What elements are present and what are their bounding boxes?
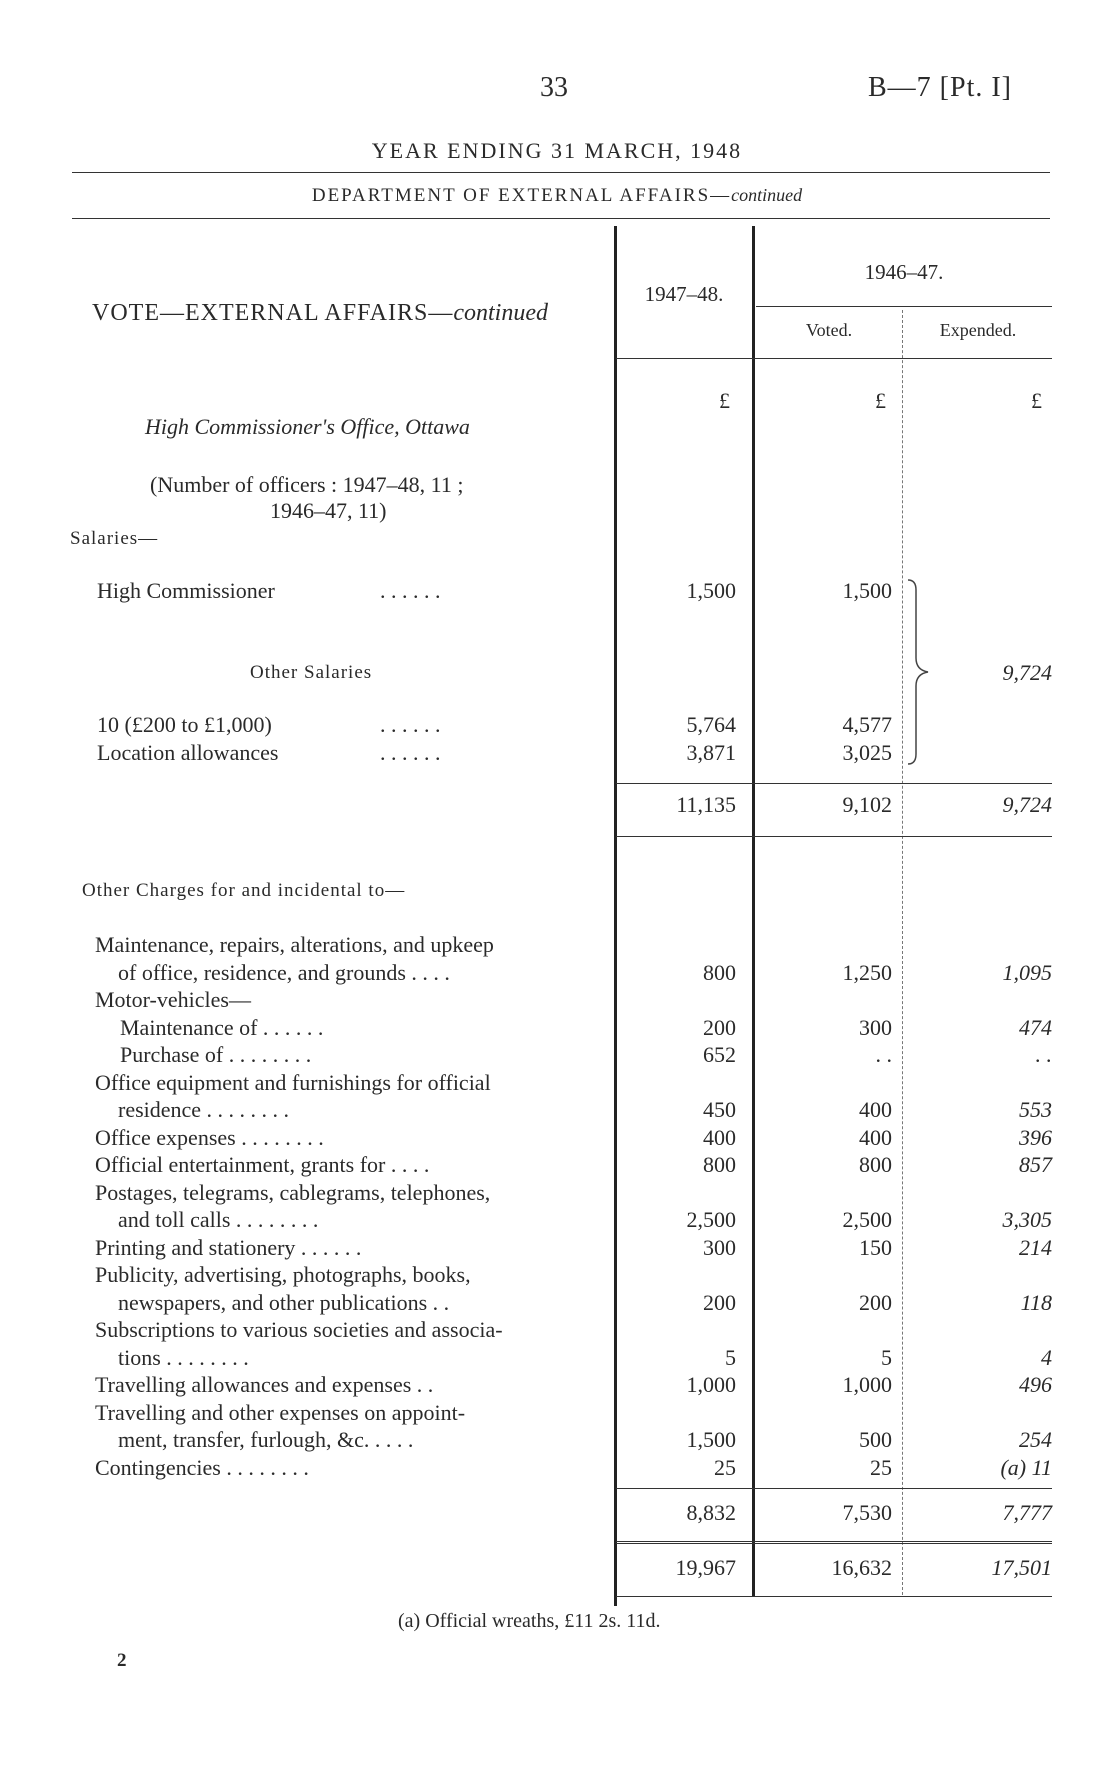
charge-voted: 1,250 [842,959,892,985]
charge-line: Maintenance of . . . . . . [120,1014,324,1040]
charge-1947-48: 2,500 [686,1207,736,1232]
leader-dots: . . . . . . [380,578,441,603]
charge-line: ment, transfer, furlough, &c. . . . . [118,1427,414,1452]
salaries-total-expended: 9,724 [1002,792,1052,817]
charges-total-voted: 7,530 [842,1500,892,1525]
charge-line: Motor-vehicles— [95,987,251,1012]
charge-line: Travelling allowances and expenses . . [95,1372,434,1397]
charge-voted: 25 [870,1454,892,1480]
rule [616,1488,1052,1489]
charge-expended: 396 [1019,1124,1052,1150]
salary-1947-48: 1,500 [686,578,736,603]
charge-line: residence . . . . . . . . [118,1097,290,1122]
charge-voted: 1,000 [842,1372,892,1397]
charge-voted: 400 [859,1097,892,1122]
currency-voted: £ [875,388,886,413]
document-reference: B—7 [Pt. I] [868,72,1012,103]
col-1946-47-header: 1946–47. [864,260,944,284]
charge-1947-48: 200 [703,1289,736,1315]
charge-expended: 474 [1019,1014,1052,1040]
rule [72,218,1050,219]
rule [616,1541,1052,1544]
charge-line: Contingencies . . . . . . . . [95,1454,309,1480]
department-title [0,185,1114,207]
charge-line: Subscriptions to various societies and associa- [95,1317,503,1342]
charge-expended: 496 [1019,1372,1052,1397]
salaries-total-1947-48: 11,135 [676,792,736,817]
column-divider [752,226,755,1596]
department-name: DEPARTMENT OF EXTERNAL AFFAIRS— [311,185,732,206]
year-title: YEAR ENDING 31 MARCH, 1948 [371,138,743,163]
charge-expended: 118 [1020,1289,1052,1315]
charge-line: newspapers, and other publications . . [118,1289,450,1315]
salary-label: Location allowances [97,740,279,765]
rule [616,1596,1052,1597]
currency-expended: £ [1031,388,1042,413]
charge-line: Maintenance, repairs, alterations, and upkeep [95,932,494,957]
other-salaries-label: Other Salaries [250,662,373,683]
salary-voted: 3,025 [842,740,892,765]
charge-1947-48: 800 [703,959,736,985]
salaries-label: Salaries— [70,528,159,549]
voted-header: Voted. [805,320,853,340]
rule [616,783,1052,784]
charge-expended: (a) 11 [1000,1454,1052,1480]
charge-1947-48: 800 [703,1152,736,1177]
charge-voted: 500 [859,1427,892,1452]
leader-dots: . . . . . . [380,712,441,737]
charge-expended: 3,305 [1002,1207,1052,1232]
charge-line: and toll calls . . . . . . . . [118,1207,319,1232]
charge-1947-48: 652 [703,1042,736,1067]
charge-line: Postages, telegrams, cablegrams, telephones, [95,1179,491,1205]
grand-total-voted: 16,632 [831,1555,892,1580]
charge-voted: 300 [859,1014,892,1040]
page-number: 33 [540,72,568,103]
salaries-total-voted: 9,102 [842,792,892,817]
salaries-expended-combined: 9,724 [1002,660,1052,685]
charge-line: Office equipment and furnishings for official [95,1069,491,1095]
charge-1947-48: 5 [725,1344,736,1370]
department-continued: continued [731,185,803,205]
rule [616,358,1052,359]
folio-number: 2 [117,1650,127,1671]
other-charges-heading: Other Charges for and incidental to— [82,880,406,901]
vote-name: VOTE—EXTERNAL AFFAIRS— [92,300,454,326]
charges-total-expended: 7,777 [1002,1500,1052,1525]
charge-1947-48: 1,000 [686,1372,736,1397]
rule [616,836,1052,837]
charge-1947-48: 25 [714,1454,736,1480]
office-title: High Commissioner's Office, Ottawa [145,414,470,439]
footnote: (a) Official wreaths, £11 2s. 11d. [398,1610,661,1632]
charge-voted: . . [875,1042,892,1067]
charge-line: Printing and stationery . . . . . . [95,1234,362,1260]
charge-1947-48: 400 [703,1124,736,1150]
charge-1947-48: 450 [703,1097,736,1122]
charge-line: of office, residence, and grounds . . . . [118,959,450,985]
charge-voted: 5 [881,1344,892,1370]
charge-expended: 1,095 [1002,959,1052,985]
charge-voted: 150 [859,1234,892,1260]
column-divider [902,310,903,1595]
charge-expended: 857 [1019,1152,1052,1177]
charge-line: Official entertainment, grants for . . . . [95,1152,430,1177]
charge-line: Office expenses . . . . . . . . [95,1124,324,1150]
officers-line-2: 1946–47, 11) [270,498,387,523]
charge-expended: 214 [1019,1234,1052,1260]
officers-line-1: (Number of officers : 1947–48, 11 ; [150,472,464,497]
salary-1947-48: 5,764 [686,712,736,737]
salary-voted: 4,577 [842,712,892,737]
charges-total-1947-48: 8,832 [686,1500,736,1525]
leader-dots: . . . . . . [380,740,441,765]
charge-expended: 553 [1019,1097,1052,1122]
salary-label: 10 (£200 to £1,000) [97,712,272,737]
currency-1947-48: £ [719,388,730,413]
charge-expended: 254 [1019,1427,1052,1452]
charge-expended: 4 [1041,1344,1052,1370]
charge-voted: 400 [859,1124,892,1150]
salary-voted: 1,500 [842,578,892,603]
rule [72,172,1050,173]
charge-1947-48: 200 [703,1014,736,1040]
charge-line: Purchase of . . . . . . . . [120,1042,312,1067]
brace-icon [900,578,940,768]
charge-expended: . . [1035,1042,1052,1067]
salary-label: High Commissioner [97,578,275,603]
grand-total-expended: 17,501 [991,1555,1052,1580]
rule [756,306,1052,307]
col-1947-48-header: 1947–48. [644,282,724,306]
charge-voted: 800 [859,1152,892,1177]
charge-line: Travelling and other expenses on appoint- [95,1399,466,1425]
column-divider [614,226,617,1606]
salary-1947-48: 3,871 [686,740,736,765]
grand-total-1947-48: 19,967 [675,1555,736,1580]
charge-1947-48: 300 [703,1234,736,1260]
expended-header: Expended. [939,320,1017,340]
vote-continued: continued [453,300,548,326]
charge-line: Publicity, advertising, photographs, books, [95,1262,471,1287]
charge-1947-48: 1,500 [686,1427,736,1452]
vote-title [92,300,548,327]
charge-voted: 2,500 [842,1207,892,1232]
charge-line: tions . . . . . . . . [118,1344,249,1370]
charge-voted: 200 [859,1289,892,1315]
